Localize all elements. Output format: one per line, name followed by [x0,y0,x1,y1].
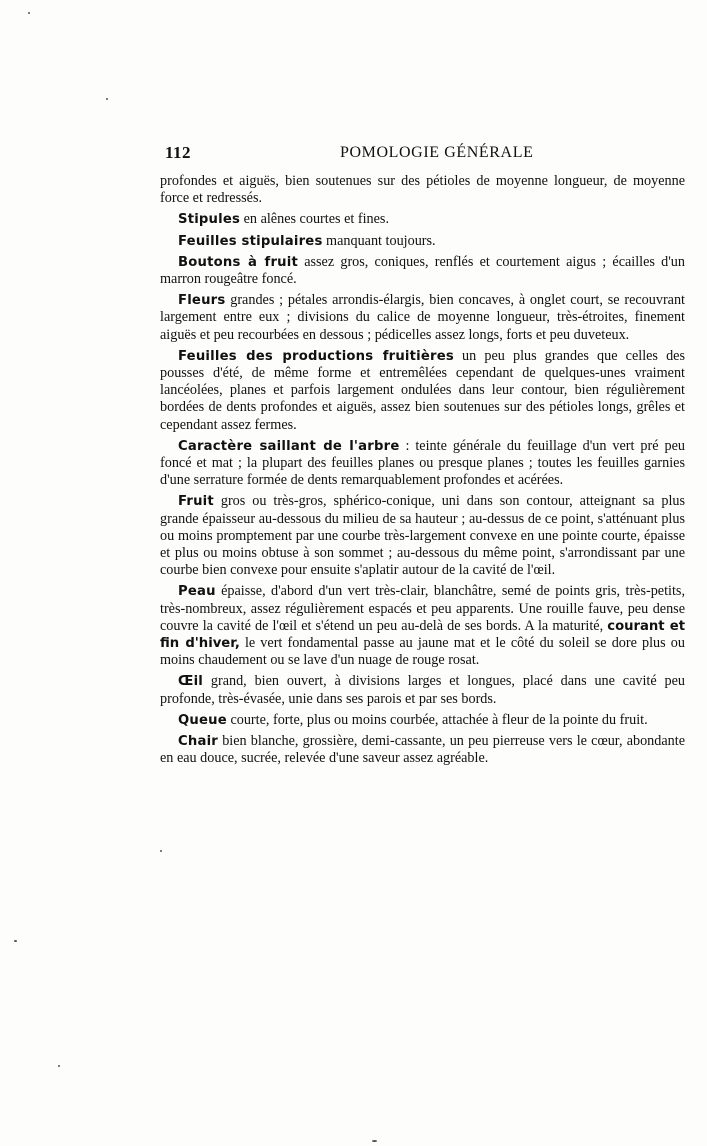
paragraph-boutons [160,254,685,288]
paragraph-queue [160,712,685,729]
paragraph-text: un peu plus grandes que celles des pousses d'été, de même forme et entremêlées cependant de quelques-unes vraiment lancéolées, planes et parfois largement ondulées dans leur contour, bien régulièrement bordées de dents profondes et aiguës, assez bien soutenues sur des pétioles longs, grêles et cependant assez fermes. [160,347,685,433]
paragraph-term: Feuilles stipulaires [178,233,323,249]
paragraph-text: assez gros, coniques, renflés et courtement aigus ; écailles d'un marron rougeâtre foncé. [160,253,685,288]
page-body [160,173,685,772]
paragraph-text: épaisse, d'abord d'un vert très-clair, blanchâtre, semé de points gris, très-petits, très-nombreux, assez régulièrement espacés et peu apparents. Une rouille fauve, peu dense couvre la cavité de l'œil et s'étend un peu au-delà de ses bords. A la maturité, [160,583,685,634]
paragraph-text: courte, forte, plus ou moins courbée, attachée à fleur de la pointe du fruit. [226,711,648,728]
paragraph-term: Chair [178,734,218,750]
paragraph-text: manquant toujours. [322,232,436,249]
paragraph-continuation [160,173,685,207]
paragraph-term: Peau [178,584,216,600]
paragraph-peau [160,583,685,669]
paragraph-stipules [160,211,685,228]
scan-speck [106,98,108,100]
paragraph-caractere [160,438,685,490]
scan-speck [160,850,162,852]
paragraph-fruit [160,493,685,579]
page-header [165,143,685,165]
paragraph-term: Feuilles des productions fruitières [178,348,454,364]
paragraph-feuilles-productions [160,348,685,434]
paragraph-text-after: le vert fondamental passe au jaune mat et le côté du soleil se dore plus ou moins chaudement ou se lave d'un nuage de rouge rosat. [160,635,685,669]
paragraph-chair [160,733,685,767]
paragraph-term: Queue [178,712,227,728]
paragraph-fleurs [160,292,685,344]
paragraph-text: gros ou très-gros, sphérico-conique, uni dans son contour, atteignant sa plus grande épaisseur au-dessous du milieu de sa hauteur ; au-dessus de ce point, s'atténuant plus ou moins promptement par une courbe très-largement convexe en une pointe courte, épaisse et plus ou moins obtuse à son sommet ; au-dessous du même point, s'arrondissant par une courbe bien convexe pour ensuite s'aplatir autour de la cavité de l'œil. [160,493,685,579]
scan-speck [28,12,30,14]
scan-speck [58,1065,60,1067]
paragraph-feuilles-stipulaires [160,233,685,250]
paragraph-text: grandes ; pétales arrondis-élargis, bien concaves, à onglet court, se recouvrant largement entre eux ; divisions du calice de moyenne longueur, très-étroites, finement aiguës et peu recourbées en dessous ; pédicelles assez longs, forts et peu duveteux. [160,292,685,343]
paragraph-text: bien blanche, grossière, demi-cassante, un peu pierreuse vers le cœur, abondante en eau douce, sucrée, relevée d'une saveur assez agréable. [160,733,685,767]
paragraph-text: : teinte générale du feuillage d'un vert pré peu foncé et mat ; la plupart des feuilles planes ou presque planes ; toutes les feuilles garnies d'une serrature formée de dents remarquablement profondes et acérées. [160,437,685,489]
paragraph-term: Stipules [178,212,241,228]
paragraph-term: Boutons à fruit [178,254,298,270]
paragraph-term: Fleurs [178,293,226,309]
inline-term: courant et fin d'hiver, [160,618,685,652]
scan-speck [372,1140,377,1142]
paragraph-term: Œil [178,674,204,690]
paragraph-text: profondes et aiguës, bien soutenues sur des pétioles de moyenne longueur, de moyenne force et redressés. [160,173,685,207]
running-head: POMOLOGIE GÉNÉRALE [340,144,534,161]
page-number: 112 [165,143,192,162]
paragraph-term: Fruit [178,494,214,510]
paragraph-oeil [160,673,685,707]
scan-speck [14,940,17,942]
paragraph-text: en alênes courtes et fines. [240,211,389,228]
paragraph-term: Caractère saillant de l'arbre [178,438,400,454]
paragraph-text: grand, bien ouvert, à divisions larges et longues, placé dans une cavité peu profonde, très-évasée, unie dans ses parois et par ses bords. [160,673,685,707]
